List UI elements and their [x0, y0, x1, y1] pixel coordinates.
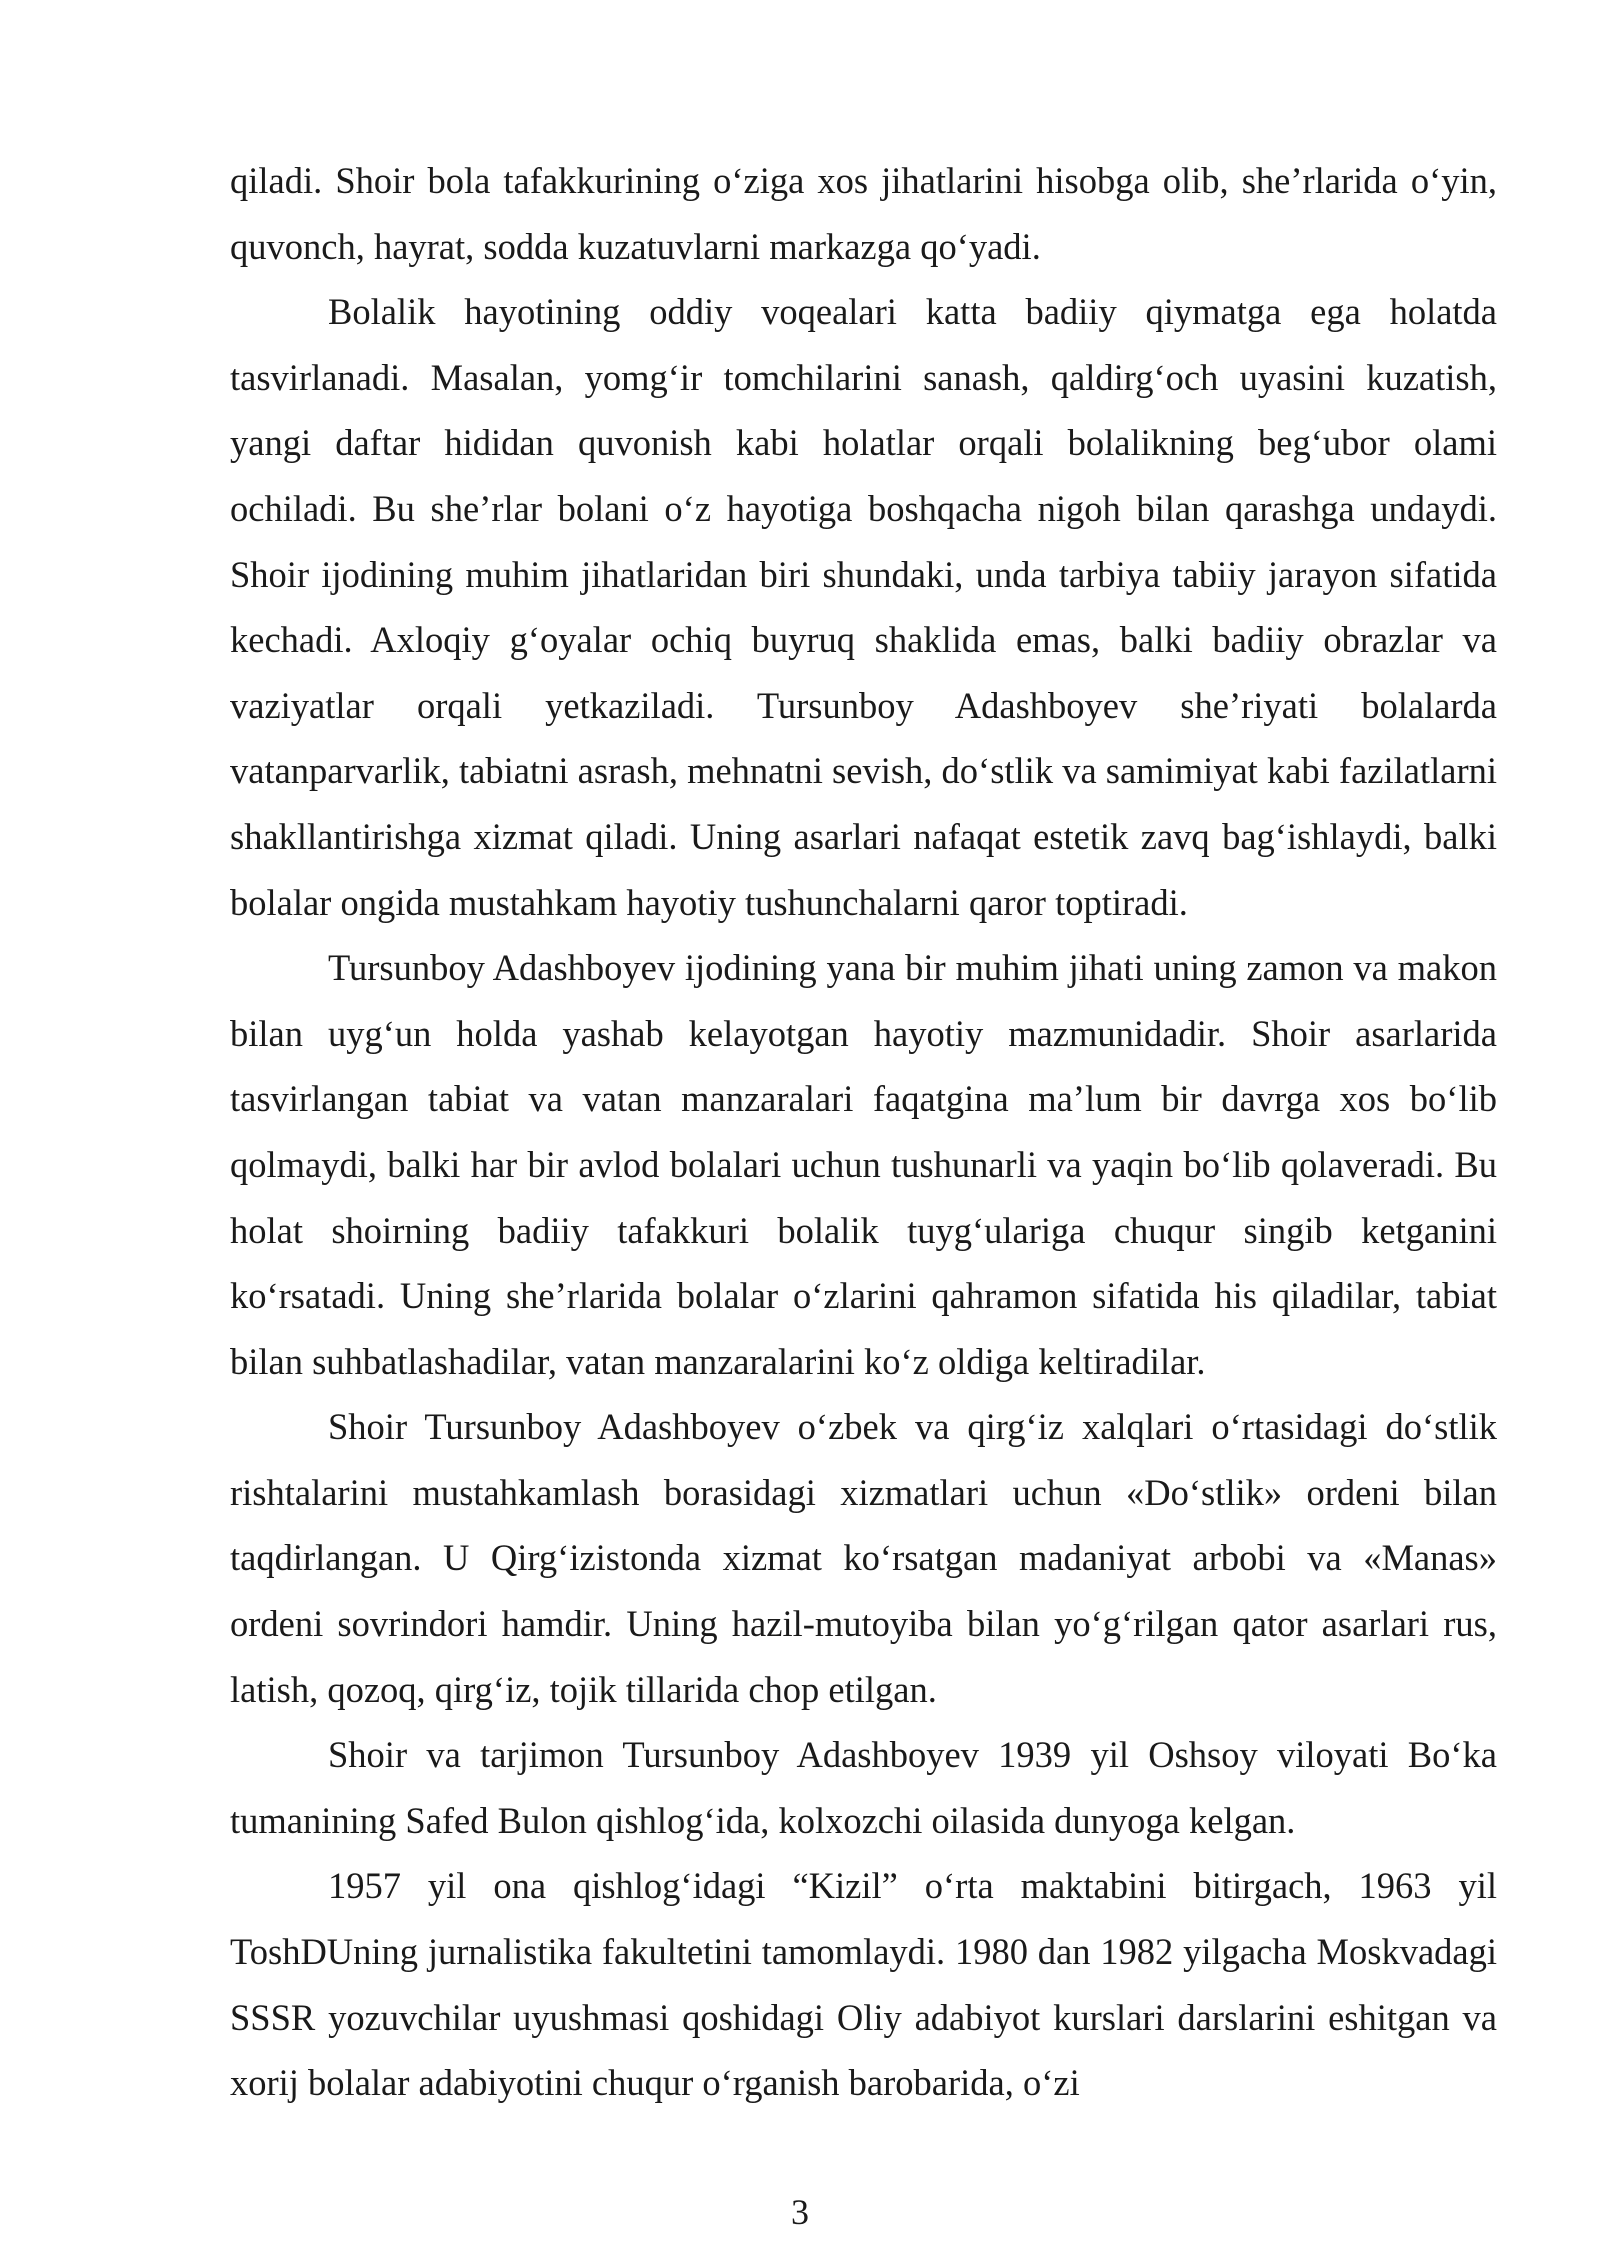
paragraph-friendship-order: Shoir Tursunboy Adashboyev o‘zbek va qirg‘iz xalqlari o‘rtasidagi do‘stlik rishtalarini mustahkamlash borasidagi xizmatlari uchun «Do‘stlik» ordeni bilan taqdirlangan. U Qirg‘izistonda xizmat ko‘rsatgan madaniyat arbobi va «Manas» ordeni sovrindori hamdir. Uning hazil-mutoyiba bilan yo‘g‘rilgan qator asarlari rus, latish, qozoq, qirg‘iz, tojik tillarida chop etilgan. [230, 1406, 1497, 1710]
paragraph-continuation: qiladi. Shoir bola tafakkurining o‘ziga xos jihatlarini hisobga olib, she’rlarida o‘yin, quvonch, hayrat, sodda kuzatuvlarni markazga qo‘yadi. [230, 160, 1497, 267]
paragraph-time-and-place: Tursunboy Adashboyev ijodining yana bir muhim jihati uning zamon va makon bilan uyg‘un holda yashab kelayotgan hayotiy mazmunidadir. Shoir asarlarida tasvirlangan tabiat va vatan manzaralari faqatgina ma’lum bir davrga xos bo‘lib qolmaydi, balki har bir avlod bolalari uchun tushunarli va yaqin bo‘lib qolaveradi. Bu holat shoirning badiiy tafakkuri bolalik tuyg‘ulariga chuqur singib ketganini ko‘rsatadi. Uning she’rlarida bolalar o‘zlarini qahramon sifatida his qiladilar, tabiat bilan suhbatlashadilar, vatan manzaralarini ko‘z oldiga keltiradilar. [230, 947, 1497, 1382]
body-text [230, 148, 1497, 2116]
paragraph-birth: Shoir va tarjimon Tursunboy Adashboyev 1939 yil Oshsoy viloyati Bo‘ka tumanining Safed Bulon qishlog‘ida, kolxozchi oilasida dunyoga kelgan. [230, 1734, 1497, 1841]
paragraph-childhood-events: Bolalik hayotining oddiy voqealari katta badiiy qiymatga ega holatda tasvirlanadi. Masalan, yomg‘ir tomchilarini sanash, qaldirg‘och uyasini kuzatish, yangi daftar hididan quvonish kabi holatlar orqali bolalikning beg‘ubor olami ochiladi. Bu she’rlar bolani o‘z hayotiga boshqacha nigoh bilan qarashga undaydi. Shoir ijodining muhim jihatlaridan biri shundaki, unda tarbiya tabiiy jarayon sifatida kechadi. Axloqiy g‘oyalar ochiq buyruq shaklida emas, balki badiiy obrazlar va vaziyatlar orqali yetkaziladi. Tursunboy Adashboyev she’riyati bolalarda vatanparvarlik, tabiatni asrash, mehnatni sevish, do‘stlik va samimiyat kabi fazilatlarni shakllantirishga xizmat qiladi. Uning asarlari nafaqat estetik zavq bag‘ishlaydi, balki bolalar ongida mustahkam hayotiy tushunchalarni qaror toptiradi. [230, 291, 1497, 923]
page-number: 3 [791, 2192, 809, 2232]
paragraph-education: 1957 yil ona qishlog‘idagi “Kizil” o‘rta maktabini bitirgach, 1963 yil ToshDUning jurnalistika fakultetini tamomlaydi. 1980 dan 1982 yilgacha Moskvadagi SSSR yozuvchilar uyushmasi qoshidagi Oliy adabiyot kurslari darslarini eshitgan va xorij bolalar adabiyotini chuqur o‘rganish barobarida, o‘zi [230, 1865, 1497, 2104]
